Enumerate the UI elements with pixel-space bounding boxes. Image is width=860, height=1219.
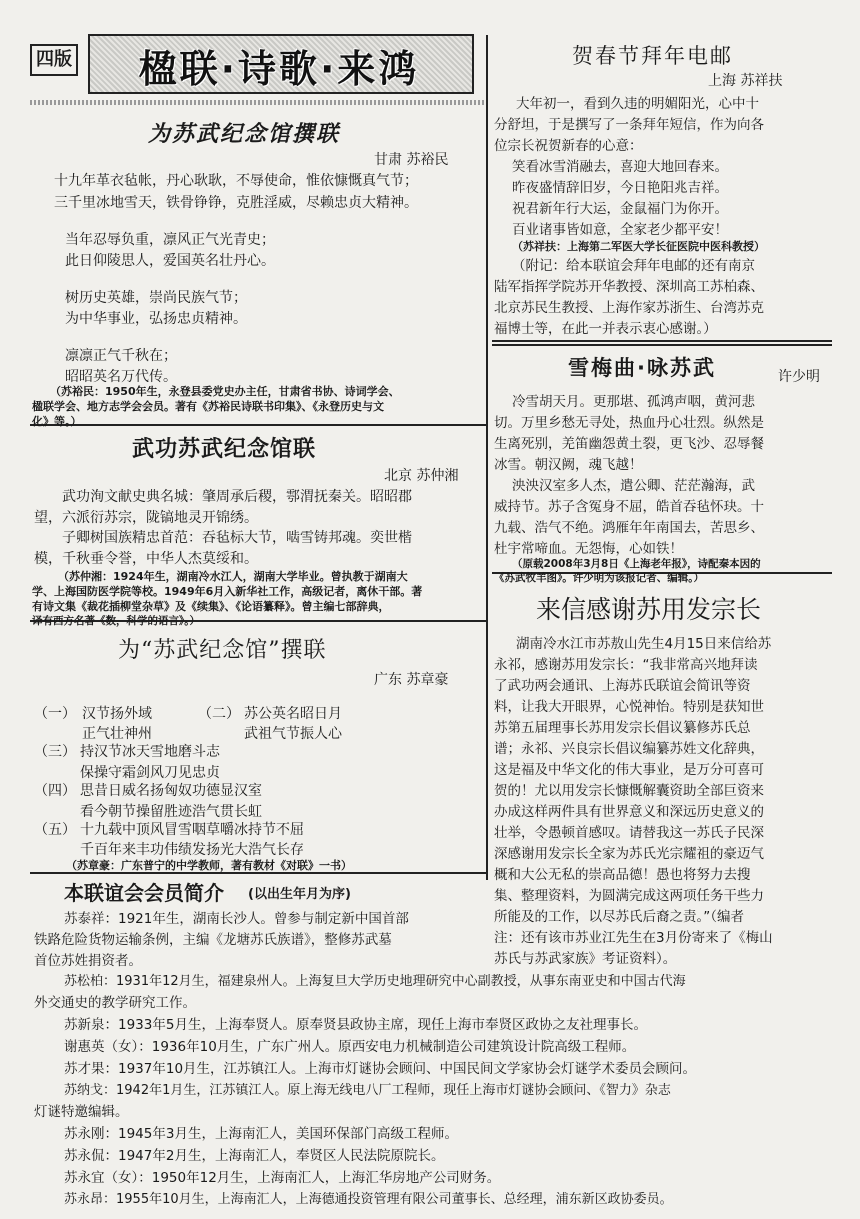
poem-line: 生离死别，羌笛幽怨黄土裂，更飞沙、忍辱餐 [494, 436, 764, 452]
author-note: 楹联学会、地方志学会会员。著有《苏裕民诗联书印集》、《永登历史与文 [32, 400, 384, 413]
letter-line: 集、整理资料，为圆满完成这两项任务干些力 [494, 888, 764, 904]
poem-line: 杜宇常啼血。无怨悔，心如铁！ [494, 541, 683, 557]
text-line: 祝君新年行大运，金鼠福门为你开。 [512, 201, 728, 217]
member-line: 外交通史的教学研究工作。 [34, 995, 196, 1011]
member-line: 灯谜特邀编辑。 [34, 1104, 129, 1120]
couplet-number: （二） [198, 706, 240, 722]
couplet-line: 正气壮神州 [82, 726, 152, 742]
section-title: 武功苏武纪念馆联 [132, 437, 317, 462]
section-author: 许少明 [778, 369, 820, 385]
text-line: 大年初一，看到久违的明媚阳光，心中十 [516, 96, 759, 112]
column-divider [486, 35, 488, 880]
text-line: 昨夜盛情辞旧岁，今日艳阳兆吉祥。 [512, 180, 728, 196]
couplet-number: （三） [34, 744, 76, 760]
couplet-line: 思昔日威名扬匈奴功德显汉室 [80, 783, 262, 799]
postscript-line: 陆军指挥学院苏开华教授、深圳高工苏柏森、 [494, 279, 764, 295]
rule [492, 340, 832, 342]
couplet-line: 模，千秋垂令誉，中华人杰莫绥和。 [34, 551, 258, 567]
member-line: 苏纳戈：1942年1月生，江苏镇江人。原上海无线电八厂工程师，现任上海市灯谜协会顾问、《智力》杂志 [64, 1083, 671, 1098]
postscript-line: 福博士等，在此一并表示衷心感谢。） [494, 321, 717, 337]
member-line: 苏泰祥：1921年生，湖南长沙人。曾参与制定新中国首部 [64, 911, 409, 927]
member-line: 首位苏姓捐资者。 [34, 953, 142, 969]
letter-line: 贺的！尤以用发宗长慷慨解囊资助全部巨资来 [494, 783, 764, 799]
poem-line: 九载、浩气不绝。鸿雁年年南国去，苦思乡、 [494, 520, 764, 536]
letter-line: 湖南冷水江市苏敖山先生4月15日来信给苏 [516, 636, 772, 652]
couplet-line: 武功洵文献史典名城：肇周承后稷，鄠渭抚秦关。昭昭郡 [62, 489, 412, 505]
couplet-line: 三千里冰地雪天，铁骨铮铮，克胜淫威，尽赖忠贞大精神。 [54, 195, 418, 211]
letter-line: 这是福及中华文化的伟大事业，是万分可喜可 [494, 762, 764, 778]
couplet-line: 武祖气节振人心 [244, 726, 342, 742]
member-line: 苏松柏：1931年12月生，福建泉州人。上海复旦大学历史地理研究中心副教授，从事东南亚史和中国古代海 [64, 974, 686, 989]
member-line: 苏永刚：1945年3月生，上海南汇人，美国环保部门高级工程师。 [64, 1126, 458, 1142]
author-note: 有诗文集《裁花插柳堂杂草》及《续集》、《论语纂释》。曾主编七部辞典， [32, 600, 390, 613]
letter-line: 了武功两会通讯、上海苏氏联谊会简讯等资 [494, 678, 751, 694]
edition-label: 四版 [30, 44, 78, 76]
couplet-line: 保操守霜剑风刀见忠贞 [80, 765, 220, 781]
couplet-line: 十九载中顶风冒雪咽草嚼冰持节不屈 [80, 822, 304, 838]
author-note: （苏仲湘：1924年生，湖南冷水江人，湖南大学毕业。曾执教于湖南大 [58, 570, 408, 583]
letter-line: 料，让我大开眼界，心悦神怡。特别是获知世 [494, 699, 764, 715]
couplet-line: 千百年来丰功伟绩发扬光大浩气长存 [80, 842, 304, 858]
couplet-line: 此日仰陵思人，爱国英名壮丹心。 [65, 253, 275, 269]
couplet-number: （一） [34, 706, 76, 722]
couplet-line: 子卿树国族精忠首范：吞毡标大节，啮雪铸邦魂。奕世楷 [62, 530, 412, 546]
letter-line: 深感谢用发宗长全家为苏氏光宗耀祖的豪迈气 [494, 846, 764, 862]
letter-line: 永祁，感谢苏用发宗长：“我非常高兴地拜读 [494, 657, 758, 673]
couplet-line: 树历史英雄，崇尚民族气节； [65, 290, 247, 306]
text-line: 百业诸事皆如意，全家老少都平安！ [512, 222, 728, 238]
rule [492, 344, 832, 346]
postscript-line: 北京苏民生教授、上海作家苏浙生、台湾苏克 [494, 300, 764, 316]
rule [30, 424, 486, 426]
couplet-line: 望，六派衍苏宗，陇镐地灵开锦绣。 [34, 510, 258, 526]
letter-line: 所能及的工作，以尽苏氏后裔之责。”（编者 [494, 909, 744, 925]
couplet-line: 为中华事业，弘扬忠贞精神。 [65, 311, 247, 327]
section-subtitle: (以出生年月为序) [248, 887, 351, 902]
member-line: 苏永宜（女）：1950年12月生，上海南汇人，上海汇华房地产公司财务。 [64, 1170, 501, 1186]
banner-title: 楹联·诗歌·来鸿 [138, 47, 420, 91]
source-note: 《苏武牧羊图》。许少明为该报记者、编辑。） [494, 572, 704, 584]
section-author: 上海 苏祥扶 [708, 73, 783, 89]
couplet-line: 汉节扬外域 [82, 706, 152, 722]
couplet-number: （五） [34, 822, 76, 838]
section-title: 为“苏武纪念馆”撰联 [118, 638, 327, 663]
member-line: 铁路危险货物运输条例，主编《龙塘苏氏族谱》，整修苏武墓 [34, 932, 392, 948]
couplet-line: 持汉节冰天雪地磨斗志 [80, 744, 220, 760]
section-author: 北京 苏仲湘 [384, 468, 459, 484]
author-note: 化》等。） [32, 415, 82, 428]
member-line: 苏永侃：1947年2月生，上海南汇人，奉贤区人民法院原院长。 [64, 1148, 445, 1164]
author-note: （苏章豪：广东普宁的中学教师，著有教材《对联》一书） [66, 859, 352, 872]
poem-line: 威持节。苏子含冤身不屈，皓首吞毡怀玦。十 [494, 499, 764, 515]
poem-line: 冰雪。朝汉阙，魂飞越！ [494, 457, 643, 473]
section-title: 雪梅曲·咏苏武 [568, 356, 716, 380]
couplet-line: 苏公英名昭日月 [244, 706, 342, 722]
letter-line: 概和大公无私的崇高品德！愚也将努力去搜 [494, 867, 751, 883]
member-line: 苏才果：1937年10月生，江苏镇江人。上海市灯谜协会顾问、中国民间文学家协会灯谜学术委员会顾问。 [64, 1061, 697, 1077]
author-note: （苏裕民：1950年生，永登县委党史办主任，甘肃省书协、诗词学会、 [50, 385, 400, 398]
letter-line: 办成这样两件具有世界意义和深远历史意义的 [494, 804, 764, 820]
member-line: 苏永昂：1955年10月生，上海南汇人，上海德通投资管理有限公司董事长、总经理，浦东新区政协委员。 [64, 1192, 673, 1207]
author-note: （苏祥扶：上海第二军医大学长征医院中医科教授） [512, 240, 765, 253]
section-title: 来信感谢苏用发宗长 [536, 595, 762, 624]
poem-line: 泱泱汉室多人杰，遣公卿、茫茫瀚海，武 [512, 478, 755, 494]
author-note: 译有西方名著《数，科学的语言》。） [32, 615, 200, 627]
text-line: 笑看冰雪消融去，喜迎大地回春来。 [512, 159, 728, 175]
text-line: 分舒坦，于是撰写了一条拜年短信，作为向各 [494, 117, 764, 133]
couplet-number: （四） [34, 783, 76, 799]
header-dotted-rule [30, 100, 485, 105]
member-line: 苏新泉：1933年5月生，上海奉贤人。原奉贤县政协主席，现任上海市奉贤区政协之友社理事长。 [64, 1017, 647, 1033]
couplet-line: 十九年革衣毡帐，丹心耿耿，不辱使命，惟依慷慨真气节； [54, 173, 418, 189]
letter-line: 注：还有该市苏业江先生在3月份寄来了《梅山 [494, 930, 773, 946]
couplet-line: 当年忍辱负重，凛风正气光青史； [65, 232, 275, 248]
poem-line: 冷雪胡天月。更那堪、孤鸿声咽，黄河悲 [512, 394, 755, 410]
source-note: （原载2008年3月8日《上海老年报》，诗配秦本因的 [512, 558, 761, 570]
member-line: 谢惠英（女）：1936年10月生，广东广州人。原西安电力机械制造公司建筑设计院高级工程师。 [64, 1039, 636, 1055]
letter-line: 谱；永祁、兴良宗长倡议编纂苏姓文化辞典， [494, 741, 764, 757]
section-author: 广东 苏章豪 [374, 672, 449, 688]
author-note: 学、上海国防医学院等校。1949年6月入新华社工作，高级记者，离休干部。著 [32, 585, 423, 598]
poem-line: 切。万里乡愁无寻处，热血丹心壮烈。纵然是 [494, 415, 764, 431]
section-title: 贺春节拜年电邮 [572, 44, 733, 68]
section-title: 为苏武纪念馆撰联 [148, 122, 341, 147]
section-title: 本联谊会会员简介 [64, 881, 224, 905]
letter-line: 苏氏与苏武家族》考证资料）。 [494, 951, 677, 967]
couplet-line: 看今朝节操留胜迹浩气贯长虹 [80, 804, 262, 820]
couplet-line: 昭昭英名万代传。 [65, 369, 177, 385]
section-author: 甘肃 苏裕民 [374, 152, 449, 168]
postscript-line: （附记：给本联谊会拜年电邮的还有南京 [512, 258, 755, 274]
text-line: 位宗长祝贺新春的心意： [494, 138, 643, 154]
letter-line: 壮举，令愚顿首感叹。请替我这一苏氏子民深 [494, 825, 764, 841]
letter-line: 苏第五届理事长苏用发宗长倡议纂修苏氏总 [494, 720, 751, 736]
couplet-line: 凛凛正气千秋在； [65, 348, 177, 364]
